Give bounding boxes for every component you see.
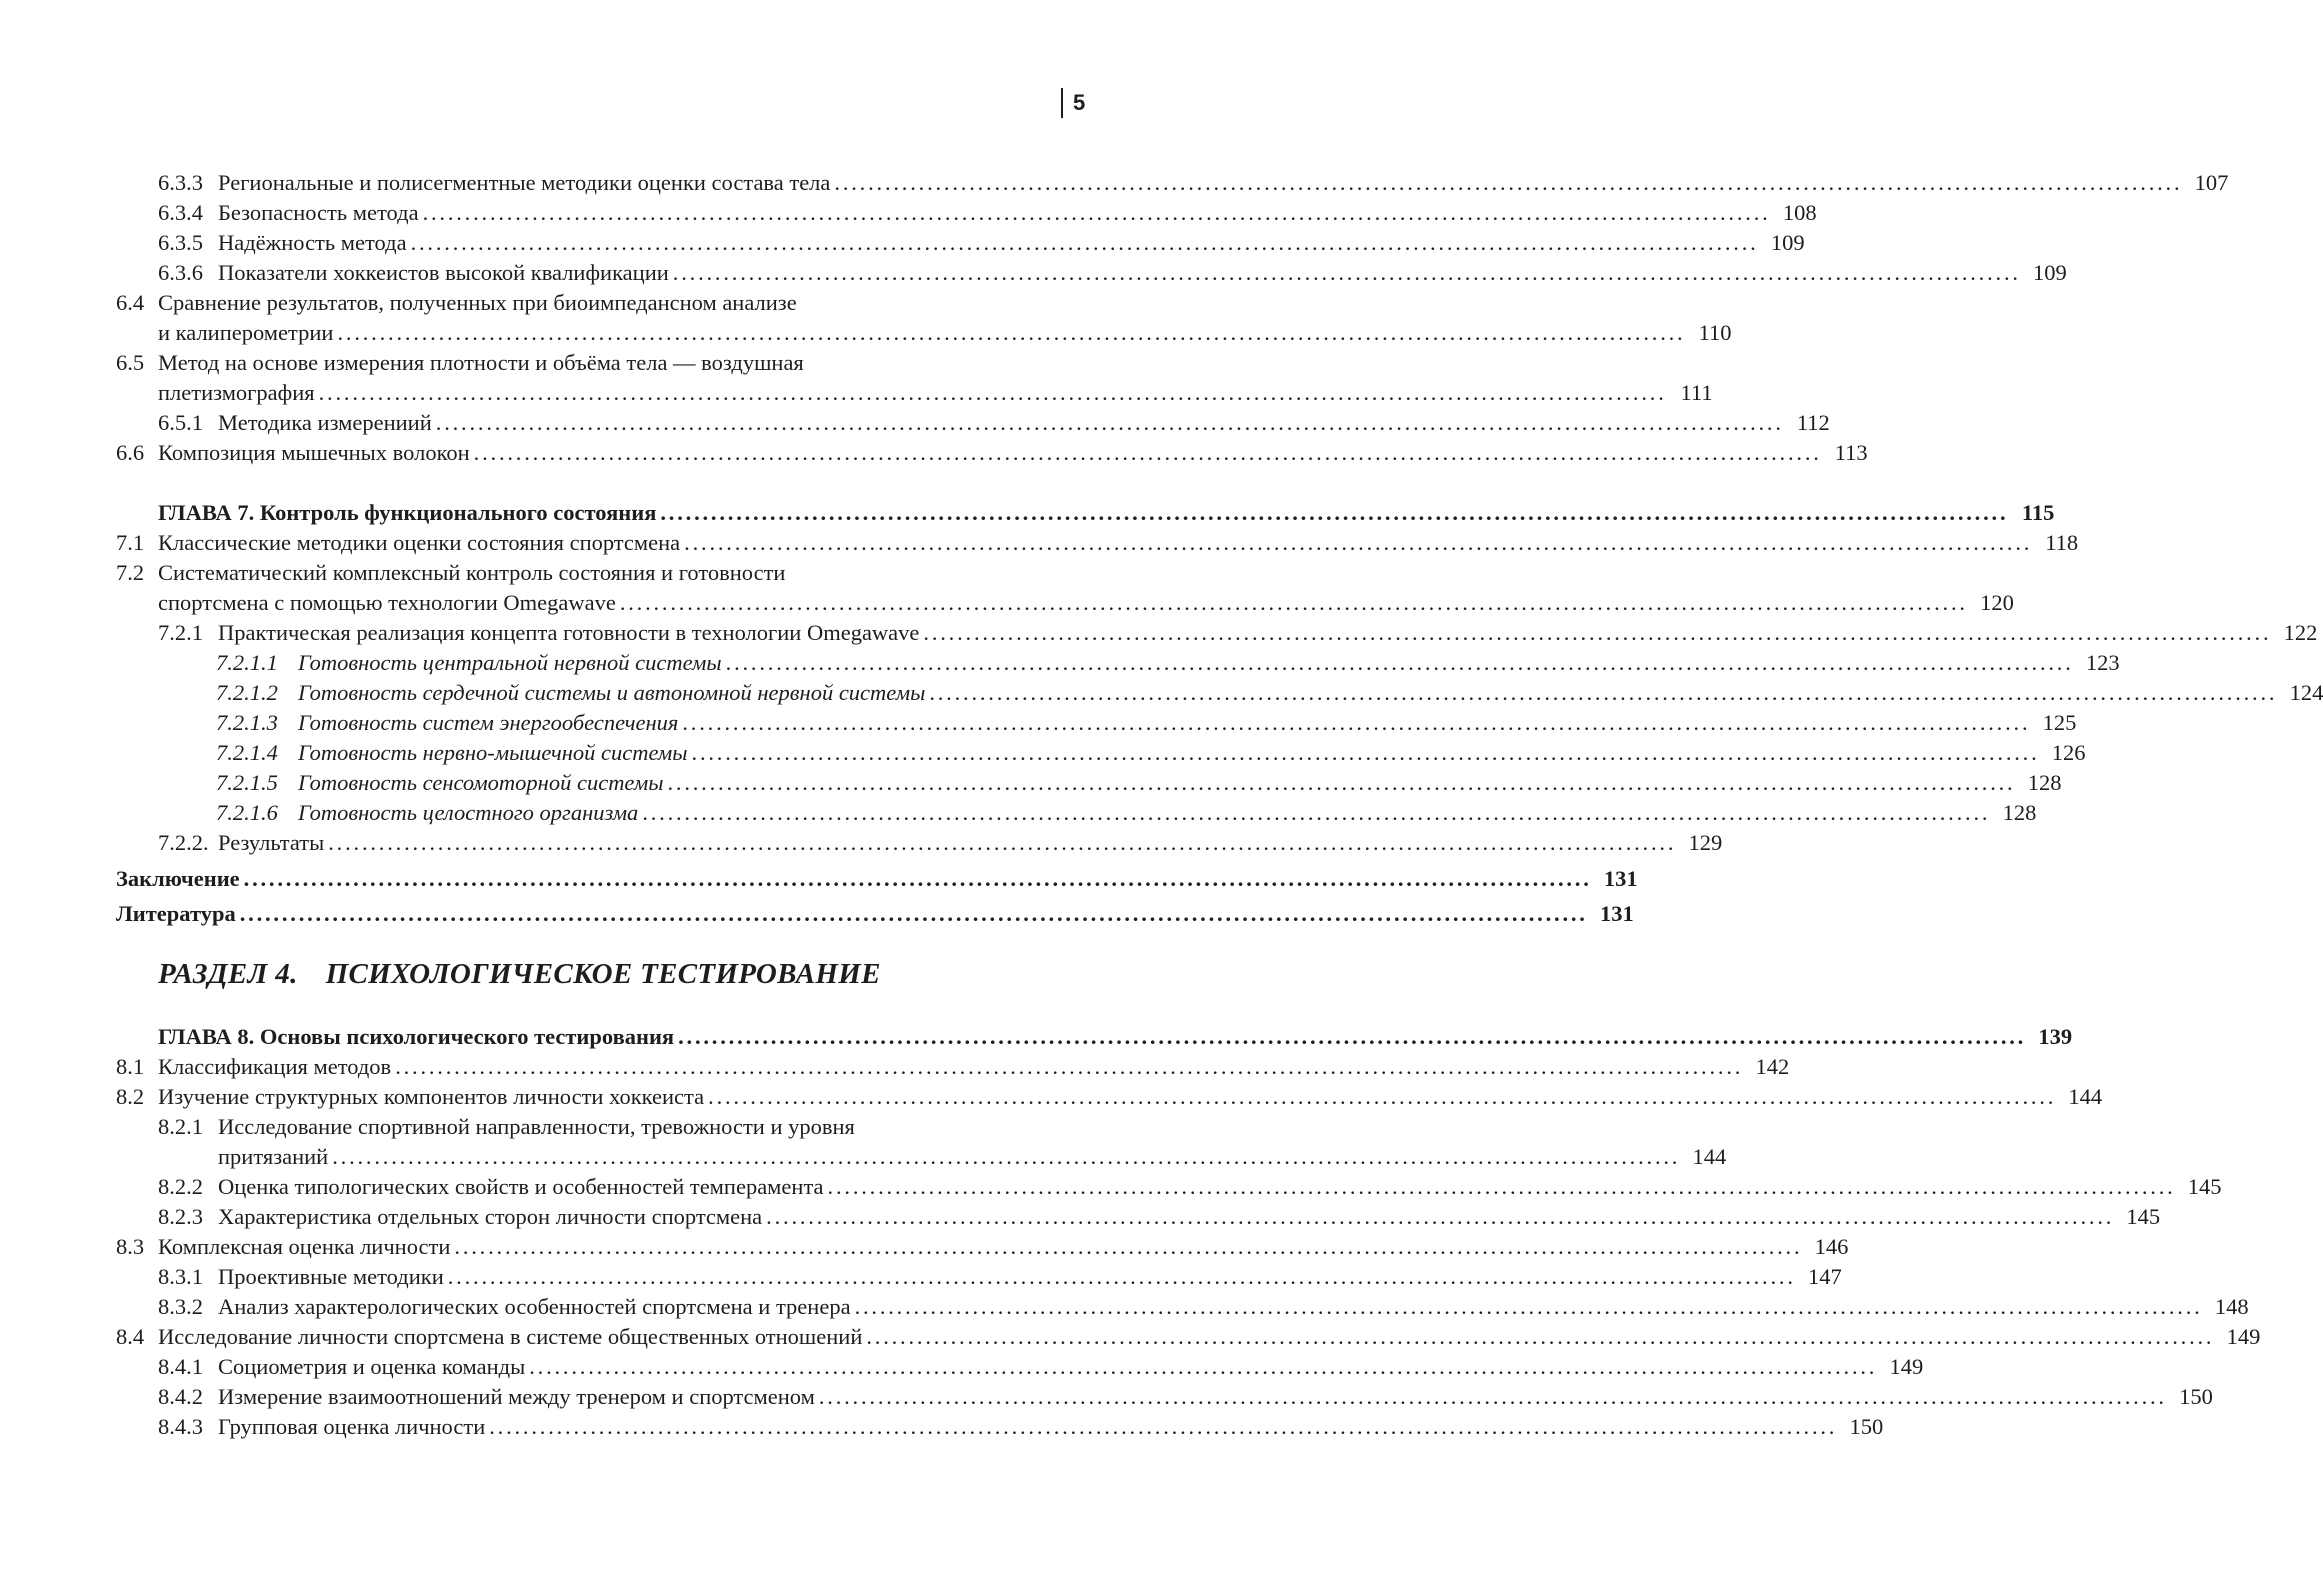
toc-chapter-7[interactable] xyxy=(0,498,2055,528)
dot-leader: ................................................................................................................................................................ xyxy=(684,530,2033,555)
toc-entry-title: Показатели хоккеистов высокой квалификации xyxy=(218,260,669,285)
toc-entry-6-5-continuation[interactable] xyxy=(0,378,1713,408)
toc-entry-8-2-1-continuation[interactable] xyxy=(0,1142,1727,1172)
toc-entry-number: 7.2.1.4 xyxy=(216,740,278,765)
toc-entry-8-1[interactable] xyxy=(0,1052,1790,1082)
toc-entry-number: 6.3.4 xyxy=(158,200,203,225)
toc-entry-title-continuation: и калиперометрии xyxy=(158,320,334,345)
toc-entry-7-2-1-6[interactable] xyxy=(0,798,2037,828)
toc-entry-number: 7.2.1 xyxy=(158,620,203,645)
toc-entry-title: Практическая реализация концепта готовности в технологии Omegawave xyxy=(218,620,920,645)
dot-leader: ................................................................................................................................................................ xyxy=(929,680,2278,705)
toc-entry-page: 146 xyxy=(1814,1234,1849,1259)
toc-entry-8-3-1[interactable] xyxy=(0,1262,1842,1292)
toc-entry-number: 8.4.2 xyxy=(158,1384,203,1409)
toc-entry-title: Классические методики оценки состояния спортсмена xyxy=(158,530,681,555)
toc-entry-title: Готовность сенсомоторной системы xyxy=(298,770,664,795)
toc-entry-6-3-6[interactable] xyxy=(0,258,2067,288)
toc-entry-number: 6.3.6 xyxy=(158,260,203,285)
dot-leader: ................................................................................................................................................................ xyxy=(454,1234,1803,1259)
toc-entry-7-2-1-2[interactable] xyxy=(0,678,2323,708)
dot-leader: ................................................................................................................................................................ xyxy=(447,1264,1796,1289)
dot-leader: ................................................................................................................................................................ xyxy=(395,1054,1744,1079)
dot-leader: ................................................................................................................................................................ xyxy=(708,1084,2057,1109)
toc-entry-page: 148 xyxy=(2214,1294,2249,1319)
toc-entry-6-3-5[interactable] xyxy=(0,228,1805,258)
toc-entry-number: 7.1 xyxy=(116,530,145,555)
toc-entry-number: 7.2.1.1 xyxy=(216,650,278,675)
toc-entry-6-5[interactable] xyxy=(0,348,1211,378)
toc-entry-title: Композиция мышечных волокон xyxy=(158,440,470,465)
toc-entry-page: 110 xyxy=(1698,320,1732,345)
toc-entry-number: 8.3.1 xyxy=(158,1264,203,1289)
toc-entry-page: 145 xyxy=(2126,1204,2161,1229)
toc-entry-number: 8.2.2 xyxy=(158,1174,203,1199)
toc-entry-page: 108 xyxy=(1782,200,1817,225)
toc-entry-title: Готовность нервно-мышечной системы xyxy=(298,740,688,765)
dot-leader: ................................................................................................................................................................ xyxy=(619,590,1968,615)
toc-entry-7-2-1[interactable] xyxy=(0,618,2318,648)
toc-entry-number: 8.2 xyxy=(116,1084,145,1109)
toc-chapter-title: ГЛАВА 7. Контроль функционального состояния xyxy=(158,500,657,525)
toc-entry-8-3-2[interactable] xyxy=(0,1292,2249,1322)
toc-entry-page: 120 xyxy=(1980,590,2014,615)
toc-entry-title: Результаты xyxy=(218,830,325,855)
toc-entry-page: 131 xyxy=(1603,866,1638,891)
toc-entry-page: 147 xyxy=(1808,1264,1842,1289)
toc-entry-7-2-2[interactable] xyxy=(0,828,1723,858)
toc-chapter-8[interactable] xyxy=(0,1022,2073,1052)
toc-entry-7-2[interactable] xyxy=(0,558,1211,588)
toc-entry-8-4[interactable] xyxy=(0,1322,2261,1352)
toc-entry-page: 109 xyxy=(1770,230,1805,255)
toc-entry-6-6[interactable] xyxy=(0,438,1868,468)
toc-entry-7-2-1-5[interactable] xyxy=(0,768,2062,798)
toc-entry-6-4[interactable] xyxy=(0,288,1211,318)
toc-entry-page: 150 xyxy=(1849,1414,1884,1439)
toc-entry-page: 125 xyxy=(2042,710,2077,735)
dot-leader: ................................................................................................................................................................ xyxy=(489,1414,1838,1439)
toc-entry-title-continuation: притязаний xyxy=(218,1144,329,1169)
toc-entry-number: 7.2.1.2 xyxy=(216,680,278,705)
toc-entry-6-3-3[interactable] xyxy=(0,168,2229,198)
toc-entry-6-4-continuation[interactable] xyxy=(0,318,1732,348)
toc-references[interactable] xyxy=(0,899,1634,929)
dot-leader: ................................................................................................................................................................ xyxy=(866,1324,2215,1349)
toc-entry-page: 142 xyxy=(1755,1054,1790,1079)
toc-entry-page: 109 xyxy=(2033,260,2067,285)
toc-entry-page: 129 xyxy=(1688,830,1723,855)
toc-entry-7-2-continuation[interactable] xyxy=(0,588,2014,618)
toc-entry-page: 139 xyxy=(2038,1024,2073,1049)
toc-chapter-title: ГЛАВА 8. Основы психологического тестирования xyxy=(158,1024,675,1049)
dot-leader: ................................................................................................................................................................ xyxy=(923,620,2272,645)
toc-entry-page: 122 xyxy=(2283,620,2318,645)
toc-entry-page: 149 xyxy=(2226,1324,2261,1349)
toc-conclusion[interactable] xyxy=(0,864,1638,894)
dot-leader: ................................................................................................................................................................ xyxy=(691,740,2040,765)
dot-leader: ................................................................................................................................................................ xyxy=(854,1294,2203,1319)
toc-entry-title: Исследование личности спортсмена в системе общественных отношений xyxy=(158,1324,863,1349)
toc-entry-8-2[interactable] xyxy=(0,1082,2103,1112)
dot-leader: ................................................................................................................................................................ xyxy=(318,380,1667,405)
toc-entry-title: Анализ характерологических особенностей спортсмена и тренера xyxy=(218,1294,851,1319)
toc-entry-number: 6.5 xyxy=(116,350,145,375)
toc-entry-title: Региональные и полисегментные методики оценки состава тела xyxy=(218,170,831,195)
dot-leader: ................................................................................................................................................................ xyxy=(435,410,1784,435)
dot-leader: ................................................................................................................................................................ xyxy=(328,830,1677,855)
toc-entry-page: 113 xyxy=(1834,440,1868,465)
toc-entry-title: Классификация методов xyxy=(158,1054,392,1079)
toc-entry-number: 6.3.5 xyxy=(158,230,203,255)
toc-entry-number: 6.4 xyxy=(116,290,145,315)
toc-entry-title: Метод на основе измерения плотности и объёма тела — воздушная xyxy=(158,350,804,375)
toc-entry-number: 8.3 xyxy=(116,1234,145,1259)
toc-entry-page: 145 xyxy=(2187,1174,2222,1199)
section-number: РАЗДЕЛ 4. xyxy=(158,958,298,990)
toc-entry-title: Комплексная оценка личности xyxy=(158,1234,451,1259)
toc-entry-page: 131 xyxy=(1599,901,1634,926)
toc-entry-title: Изучение структурных компонентов личности хоккеиста xyxy=(158,1084,705,1109)
toc-entry-number: 7.2 xyxy=(116,560,145,585)
toc-entry-page: 118 xyxy=(2045,530,2079,555)
toc-entry-8-4-1[interactable] xyxy=(0,1352,1924,1382)
toc-entry-7-2-1-3[interactable] xyxy=(0,708,2077,738)
toc-entry-title: Оценка типологических свойств и особенностей темперамента xyxy=(218,1174,824,1199)
toc-entry-number: 7.2.1.6 xyxy=(216,800,278,825)
toc-entry-7-2-1-1[interactable] xyxy=(0,648,2120,678)
toc-entry-title: Готовность сердечной системы и автономной нервной системы xyxy=(298,680,926,705)
toc-entry-8-2-2[interactable] xyxy=(0,1172,2222,1202)
toc-entry-page: 128 xyxy=(2027,770,2062,795)
toc-entry-page: 111 xyxy=(1680,380,1713,405)
toc-entry-8-2-3[interactable] xyxy=(0,1202,2161,1232)
toc-entry-number: 7.2.2. xyxy=(158,830,209,855)
dot-leader: ................................................................................................................................................................ xyxy=(410,230,1759,255)
toc-entry-page: 144 xyxy=(2068,1084,2103,1109)
toc-entry-6-5-1[interactable] xyxy=(0,408,1830,438)
toc-entry-page: 124 xyxy=(2289,680,2323,705)
toc-entry-number: 8.4.1 xyxy=(158,1354,203,1379)
dot-leader: ................................................................................................................................................................ xyxy=(642,800,1991,825)
dot-leader: ................................................................................................................................................................ xyxy=(827,1174,2176,1199)
dot-leader: ................................................................................................................................................................ xyxy=(337,320,1686,345)
toc-entry-page: 144 xyxy=(1692,1144,1727,1169)
toc-entry-title-continuation: спортсмена с помощью технологии Omegawave xyxy=(158,590,616,615)
toc-entry-title: Проективные методики xyxy=(218,1264,444,1289)
page-number: 5 xyxy=(1061,88,1085,118)
toc-entry-title: Надёжность метода xyxy=(218,230,407,255)
toc-entry-page: 115 xyxy=(2021,500,2055,525)
dot-leader: ................................................................................................................................................................ xyxy=(660,500,2009,525)
toc-entry-title: Сравнение результатов, полученных при биоимпедансном анализе xyxy=(158,290,797,315)
toc-entry-title: Заключение xyxy=(116,866,240,891)
dot-leader: ................................................................................................................................................................ xyxy=(766,1204,2115,1229)
toc-entry-8-4-3[interactable] xyxy=(0,1412,1884,1442)
toc-entry-page: 149 xyxy=(1889,1354,1924,1379)
toc-entry-7-2-1-4[interactable] xyxy=(0,738,2086,768)
toc-entry-number: 8.4 xyxy=(116,1324,145,1349)
toc-entry-number: 6.6 xyxy=(116,440,145,465)
dot-leader: ................................................................................................................................................................ xyxy=(682,710,2031,735)
toc-entry-page: 126 xyxy=(2051,740,2086,765)
toc-entry-number: 6.5.1 xyxy=(158,410,203,435)
toc-entry-7-1[interactable] xyxy=(0,528,2079,558)
dot-leader: ................................................................................................................................................................ xyxy=(678,1024,2027,1049)
toc-entry-number: 8.2.1 xyxy=(158,1114,203,1139)
dot-leader: ................................................................................................................................................................ xyxy=(818,1384,2167,1409)
toc-entry-title: Готовность целостного организма xyxy=(298,800,639,825)
toc-entry-8-2-1[interactable] xyxy=(0,1112,1211,1142)
toc-entry-title: Социометрия и оценка команды xyxy=(218,1354,526,1379)
toc-entry-title: Измерение взаимоотношений между тренером и спортсменом xyxy=(218,1384,815,1409)
toc-entry-page: 150 xyxy=(2179,1384,2213,1409)
toc-entry-title: Литература xyxy=(116,901,236,926)
toc-entry-number: 8.3.2 xyxy=(158,1294,203,1319)
toc-entry-title: Характеристика отдельных сторон личности спортсмена xyxy=(218,1204,763,1229)
dot-leader: ................................................................................................................................................................ xyxy=(422,200,1771,225)
toc-entry-title: Готовность центральной нервной системы xyxy=(298,650,722,675)
dot-leader: ................................................................................................................................................................ xyxy=(473,440,1822,465)
toc-entry-page: 107 xyxy=(2194,170,2229,195)
toc-entry-title: Безопасность метода xyxy=(218,200,419,225)
toc-entry-number: 8.1 xyxy=(116,1054,145,1079)
toc-entry-title: Готовность систем энергообеспечения xyxy=(298,710,679,735)
toc-entry-number: 6.3.3 xyxy=(158,170,203,195)
toc-entry-title: Методика измерениий xyxy=(218,410,432,435)
dot-leader: ................................................................................................................................................................ xyxy=(239,901,1588,926)
toc-entry-title-continuation: плетизмография xyxy=(158,380,315,405)
section-heading xyxy=(158,958,881,991)
toc-entry-6-3-4[interactable] xyxy=(0,198,1817,228)
toc-entry-page: 128 xyxy=(2002,800,2037,825)
dot-leader: ................................................................................................................................................................ xyxy=(725,650,2074,675)
toc-entry-8-3[interactable] xyxy=(0,1232,1849,1262)
dot-leader: ................................................................................................................................................................ xyxy=(667,770,2016,795)
dot-leader: ................................................................................................................................................................ xyxy=(243,866,1592,891)
toc-entry-number: 7.2.1.3 xyxy=(216,710,278,735)
toc-entry-title: Систематический комплексный контроль состояния и готовности xyxy=(158,560,786,585)
toc-entry-page: 112 xyxy=(1796,410,1830,435)
dot-leader: ................................................................................................................................................................ xyxy=(834,170,2183,195)
dot-leader: ................................................................................................................................................................ xyxy=(672,260,2021,285)
toc-entry-page: 123 xyxy=(2085,650,2120,675)
section-name: ПСИХОЛОГИЧЕСКОЕ ТЕСТИРОВАНИЕ xyxy=(325,958,881,990)
toc-entry-title: Групповая оценка личности xyxy=(218,1414,486,1439)
toc-entry-number: 8.4.3 xyxy=(158,1414,203,1439)
dot-leader: ................................................................................................................................................................ xyxy=(332,1144,1681,1169)
toc-entry-title: Исследование спортивной направленности, тревожности и уровня xyxy=(218,1114,855,1139)
dot-leader: ................................................................................................................................................................ xyxy=(529,1354,1878,1379)
toc-entry-8-4-2[interactable] xyxy=(0,1382,2213,1412)
toc-entry-number: 7.2.1.5 xyxy=(216,770,278,795)
toc-entry-number: 8.2.3 xyxy=(158,1204,203,1229)
